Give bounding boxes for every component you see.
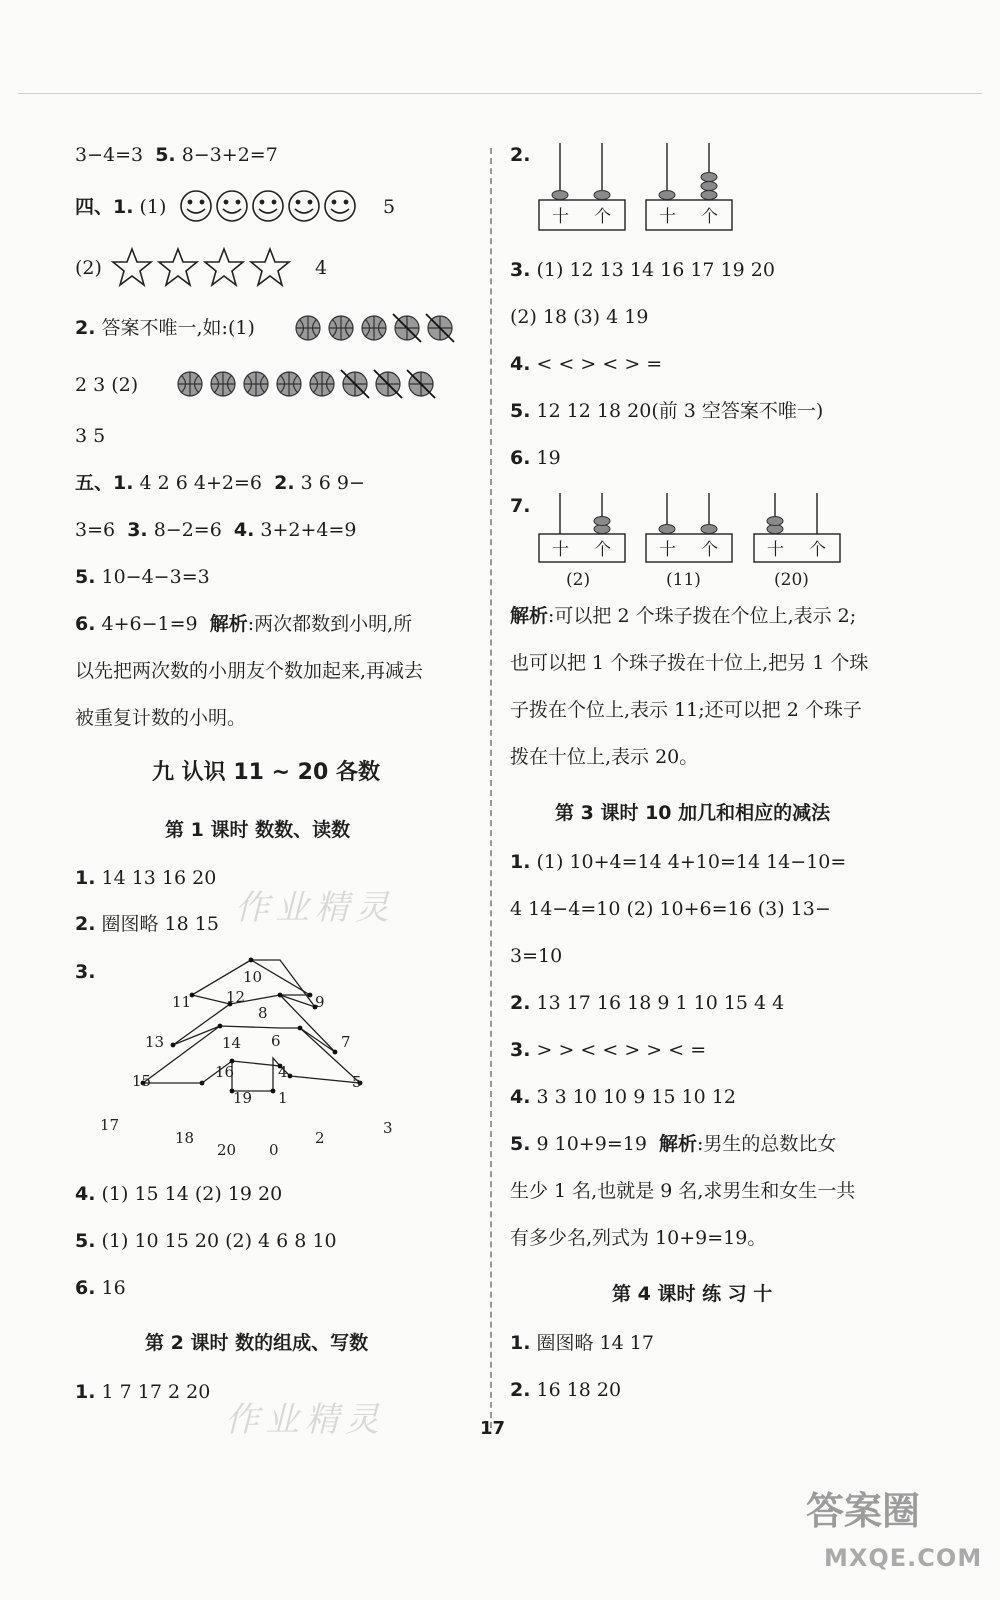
tree-label: 7	[341, 1033, 351, 1051]
q6: 6. 16	[75, 1277, 126, 1299]
line-5: 2 3 (2)	[75, 374, 139, 396]
star-icon	[251, 249, 289, 285]
s7: 5. 9 10+9=19 解析:男生的总数比女	[510, 1133, 837, 1155]
r-exp-4: 拨在十位上,表示 20。	[510, 746, 699, 768]
r-q3b: (2) 18 (3) 4 19	[510, 306, 649, 328]
column-divider	[490, 148, 492, 1428]
line-12: 被重复计数的小明。	[75, 707, 247, 729]
tree-label: 6	[271, 1032, 281, 1050]
star-icon	[205, 249, 243, 285]
basketball-icon	[277, 372, 301, 396]
s4: 2. 13 17 16 18 9 1 10 15 4 4	[510, 992, 785, 1014]
basketballs-2	[176, 368, 456, 400]
tree-label: 16	[215, 1063, 235, 1081]
tree-label: 0	[269, 1141, 279, 1159]
star-count: 4	[315, 257, 328, 279]
tree-label: 11	[172, 993, 192, 1011]
connect-dots-tree	[95, 955, 415, 1165]
q7: 1. 1 7 17 2 20	[75, 1381, 211, 1403]
line-6: 3 5	[75, 425, 106, 447]
abacus-label-shi: 十	[767, 540, 784, 560]
tree-label: 18	[175, 1129, 195, 1147]
line-4: 2. 答案不唯一,如:(1)	[75, 317, 255, 339]
tree-label: 8	[258, 1004, 268, 1022]
smiley-count: 5	[383, 196, 396, 218]
corner-url: MXQE.COM	[824, 1544, 983, 1572]
t2: 2. 16 18 20	[510, 1379, 622, 1401]
basketball-icon	[296, 316, 320, 340]
r-exp-1: 解析:可以把 2 个珠子拨在个位上,表示 2;	[510, 605, 857, 627]
smiley-icon	[289, 191, 319, 221]
chapter-title: 九 认识 11 ~ 20 各数	[152, 760, 380, 785]
tree-label: 12	[226, 988, 246, 1006]
basketball-crossed-icon	[426, 314, 454, 342]
abacus-label-shi: 十	[552, 207, 569, 227]
r-exp-3: 子拨在个位上,表示 11;还可以把 2 个珠子	[510, 699, 862, 721]
abacus-label-ge: 个	[594, 207, 611, 227]
basketball-crossed-icon	[341, 370, 369, 398]
r-q7: 7.	[510, 495, 531, 517]
tree-label: 2	[315, 1129, 325, 1147]
line-1: 3−4=3 5. 8−3+2=7	[75, 144, 278, 166]
abacus-triple	[536, 490, 846, 592]
line-8: 3=6 3. 8−2=6 4. 3+2+4=9	[75, 519, 357, 541]
abacus-label-shi: 十	[659, 540, 676, 560]
smiley-icon	[253, 191, 283, 221]
basketball-icon	[310, 372, 334, 396]
basketball-icon	[329, 316, 353, 340]
basketball-icon	[244, 372, 268, 396]
page-number: 17	[480, 1418, 506, 1439]
s5: 3. > > < < > > < =	[510, 1039, 707, 1061]
tree-label: 17	[100, 1116, 120, 1134]
abacus-label-ge: 个	[701, 540, 718, 560]
stars	[110, 246, 300, 288]
tree-label: 10	[243, 968, 263, 986]
s8: 生少 1 名,也就是 9 名,求男生和女生一共	[510, 1180, 856, 1202]
abacus-caption: (20)	[774, 570, 809, 590]
top-rule	[18, 93, 982, 94]
smiley-faces	[178, 188, 368, 224]
corner-watermark	[806, 1480, 986, 1590]
r-q2: 2.	[510, 144, 531, 166]
r-q6: 6. 19	[510, 447, 561, 469]
tree-label: 19	[233, 1089, 253, 1107]
s6: 4. 3 3 10 10 9 15 10 12	[510, 1086, 736, 1108]
q1: 1. 14 13 16 20	[75, 867, 217, 889]
r-exp-2: 也可以把 1 个珠子拨在十位上,把另 1 个珠	[510, 652, 869, 674]
tree-label: 13	[145, 1033, 165, 1051]
basketball-icon	[211, 372, 235, 396]
basketball-crossed-icon	[393, 314, 421, 342]
smiley-icon	[181, 191, 211, 221]
abacus-label-ge: 个	[594, 540, 611, 560]
q3: 3.	[75, 961, 96, 983]
line-3: (2)	[75, 257, 102, 279]
abacus-label-shi: 十	[659, 207, 676, 227]
s1: 1. (1) 10+4=14 4+10=14 14−10=	[510, 851, 847, 873]
basketball-icon	[362, 316, 386, 340]
smiley-icon	[217, 191, 247, 221]
lesson-2-title: 第 2 课时 数的组成、写数	[145, 1332, 369, 1354]
r-q4: 4. < < > < > =	[510, 353, 663, 375]
basketball-icon	[178, 372, 202, 396]
r-q5: 5. 12 12 18 20(前 3 空答案不唯一)	[510, 400, 824, 422]
line-7: 五、1. 4 2 6 4+2=6 2. 3 6 9−	[75, 472, 365, 494]
tree-label: 9	[315, 993, 325, 1011]
lesson-3-title: 第 3 课时 10 加几和相应的减法	[555, 802, 831, 824]
abacus-label-ge: 个	[701, 207, 718, 227]
tree-label: 14	[222, 1034, 242, 1052]
line-11: 以先把两次数的小朋友个数加起来,再减去	[75, 660, 424, 682]
tree-label: 5	[352, 1073, 362, 1091]
tree-label: 3	[383, 1119, 393, 1137]
abacus-caption: (11)	[666, 570, 701, 590]
r-q3: 3. (1) 12 13 14 16 17 19 20	[510, 259, 775, 281]
basketball-crossed-icon	[374, 370, 402, 398]
line-2: 四、1. (1)	[75, 196, 167, 218]
abacus-label-ge: 个	[809, 540, 826, 560]
abacus-caption: (2)	[566, 570, 591, 590]
corner-logo: 答案圈	[806, 1489, 921, 1533]
star-icon	[113, 249, 151, 285]
basketball-crossed-icon	[407, 370, 435, 398]
lesson-4-title: 第 4 课时 练 习 十	[612, 1283, 773, 1305]
q5: 5. (1) 10 15 20 (2) 4 6 8 10	[75, 1230, 337, 1252]
tree-label: 15	[132, 1072, 152, 1090]
s2: 4 14−4=10 (2) 10+6=16 (3) 13−	[510, 898, 831, 920]
abacus-pair-1	[536, 140, 736, 235]
smiley-icon	[325, 191, 355, 221]
s3: 3=10	[510, 945, 563, 967]
star-icon	[159, 249, 197, 285]
tree-label: 1	[278, 1089, 288, 1107]
tree-label: 20	[217, 1141, 237, 1159]
tree-label: 4	[278, 1063, 288, 1081]
q4: 4. (1) 15 14 (2) 19 20	[75, 1183, 283, 1205]
s9: 有多少名,列式为 10+9=19。	[510, 1227, 767, 1249]
basketballs-1	[294, 312, 464, 344]
abacus-label-shi: 十	[552, 540, 569, 560]
q2: 2. 圈图略 18 15	[75, 913, 219, 935]
t1: 1. 圈图略 14 17	[510, 1332, 654, 1354]
lesson-1-title: 第 1 课时 数数、读数	[165, 819, 351, 841]
watermark: 作业精灵	[235, 888, 395, 928]
line-10: 6. 4+6−1=9 解析:两次都数到小明,所	[75, 613, 413, 635]
watermark: 作业精灵	[225, 1400, 385, 1440]
line-9: 5. 10−4−3=3	[75, 566, 210, 588]
